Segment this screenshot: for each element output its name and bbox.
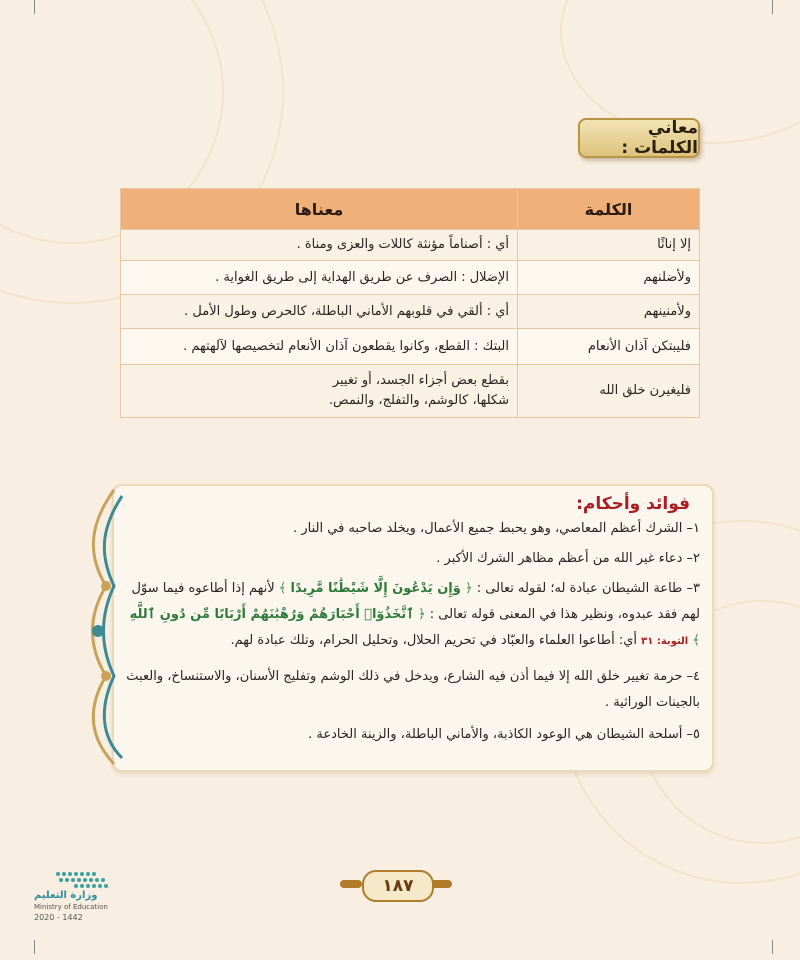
item3-text-a: ٣– طاعة الشيطان عبادة له؛ لقوله تعالى : xyxy=(476,581,700,596)
meaning-cell: أي : أصناماً مؤنثة كاللات والعزى ومناة . xyxy=(121,230,518,261)
meaning-cell: الإضلال : الصرف عن طريق الهداية إلى طريق الغواية . xyxy=(121,261,518,295)
item3-text-c: أي: أطاعوا العلماء والعبّاد في تحريم الحلال، وتحليل الحرام، وتلك عبادة لهم. xyxy=(230,633,638,648)
crop-mark xyxy=(34,0,35,14)
verse-bracket-open: ﴿ xyxy=(465,581,473,596)
header-meaning: معناها xyxy=(121,189,518,230)
benefit-item-4: ٤– حرمة تغيير خلق الله إلا فيما أذن فيه الشارع، ويدخل في ذلك الوشم وتفليج الأسنان، والاستنساخ، والعبث بالجينات الوراثية . xyxy=(126,669,700,710)
ministry-year: 2020 - 1442 xyxy=(34,913,83,922)
ministry-logo xyxy=(18,868,118,928)
verse-reference: التوبة: ٣١ xyxy=(641,636,689,647)
quran-verse-2: ٱتَّخَذُوٓا۟ أَحْبَارَهُمْ وَرُهْبَٰنَهُمْ أَرْبَابًا مِّن دُونِ ٱللَّهِ xyxy=(129,607,414,622)
crop-mark xyxy=(34,940,35,954)
table-row xyxy=(121,329,700,365)
word-cell: فليغيرن خلق الله xyxy=(518,365,700,418)
page-number-badge xyxy=(340,870,452,900)
word-cell: فليبتكن آذان الأنعام xyxy=(518,329,700,365)
ministry-logo-icon xyxy=(52,868,116,890)
benefit-item-5: ٥– أسلحة الشيطان هي الوعود الكاذبة، والأماني الباطلة، والزينة الخادعة . xyxy=(308,727,700,742)
table-row xyxy=(121,230,700,261)
page-number: ١٨٧ xyxy=(362,870,434,902)
meaning-cell: بقطع بعض أجزاء الجسد، أو تغيير شكلها، كالوشم، والتفلج، والنمص. xyxy=(121,365,518,418)
crop-mark xyxy=(772,940,773,954)
benefits-title: فوائد وأحكام: xyxy=(576,494,690,514)
benefit-item-1: ١– الشرك أعظم المعاصي، وهو يحبط جميع الأعمال، ويخلد صاحبه في النار . xyxy=(293,521,700,536)
table-row xyxy=(121,261,700,295)
section-title-badge xyxy=(578,118,700,158)
meaning-cell: أي : ألقي في قلوبهم الأماني الباطلة، كالحرص وطول الأمل . xyxy=(121,295,518,329)
section-title: معاني الكلمات : xyxy=(621,118,698,158)
benefit-item-3: ٣– طاعة الشيطان عبادة له؛ لقوله تعالى : ﴿ وَإِن يَدْعُونَ إِلَّا شَيْطَٰنًا مَّرِيدًا ﴾ لأنهم إذا أطاعوه فيما سوّل لهم فقد عبدوه، ونظير هذا في المعنى قوله تعالى : ﴿ ٱتَّخَذُوٓا۟ أَحْبَارَهُمْ وَرُهْبَٰنَهُمْ أَرْبَابًا مِّن دُونِ ٱللَّهِ ﴾ التوبة: ٣١ أي: أطاعوا العلماء والعبّاد في تحريم الحلال، وتحليل الحرام، وتلك عبادة لهم. xyxy=(129,581,700,648)
word-cell: ولأمنينهم xyxy=(518,295,700,329)
meaning-cell: البتك : القطع، وكانوا يقطعون آذان الأنعام لتخصيصها لآلهتهم . xyxy=(121,329,518,365)
quran-verse-1: وَإِن يَدْعُونَ إِلَّا شَيْطَٰنًا مَّرِيدًا xyxy=(290,581,461,596)
ministry-name-en: Ministry of Education xyxy=(34,903,108,911)
ministry-name-ar: وزارة التعليم xyxy=(34,890,98,901)
benefit-item-2: ٢– دعاء غير الله من أعظم مظاهر الشرك الأكبر . xyxy=(436,551,700,566)
verse-bracket-close: ﴾ xyxy=(278,581,287,596)
word-cell: ولأضلنهم xyxy=(518,261,700,295)
table-header-row xyxy=(121,189,700,230)
item3-text-b: لأنهم إذا أطاعوه فيما سوّل لهم فقد عبدوه، ونظير هذا في المعنى قوله تعالى : xyxy=(131,581,700,622)
crop-mark xyxy=(772,0,773,14)
header-word: الكلمة xyxy=(518,189,700,230)
vocabulary-table xyxy=(120,188,700,418)
table-row xyxy=(121,295,700,329)
table-row xyxy=(121,365,700,418)
word-cell: إلا إناثًا xyxy=(518,230,700,261)
